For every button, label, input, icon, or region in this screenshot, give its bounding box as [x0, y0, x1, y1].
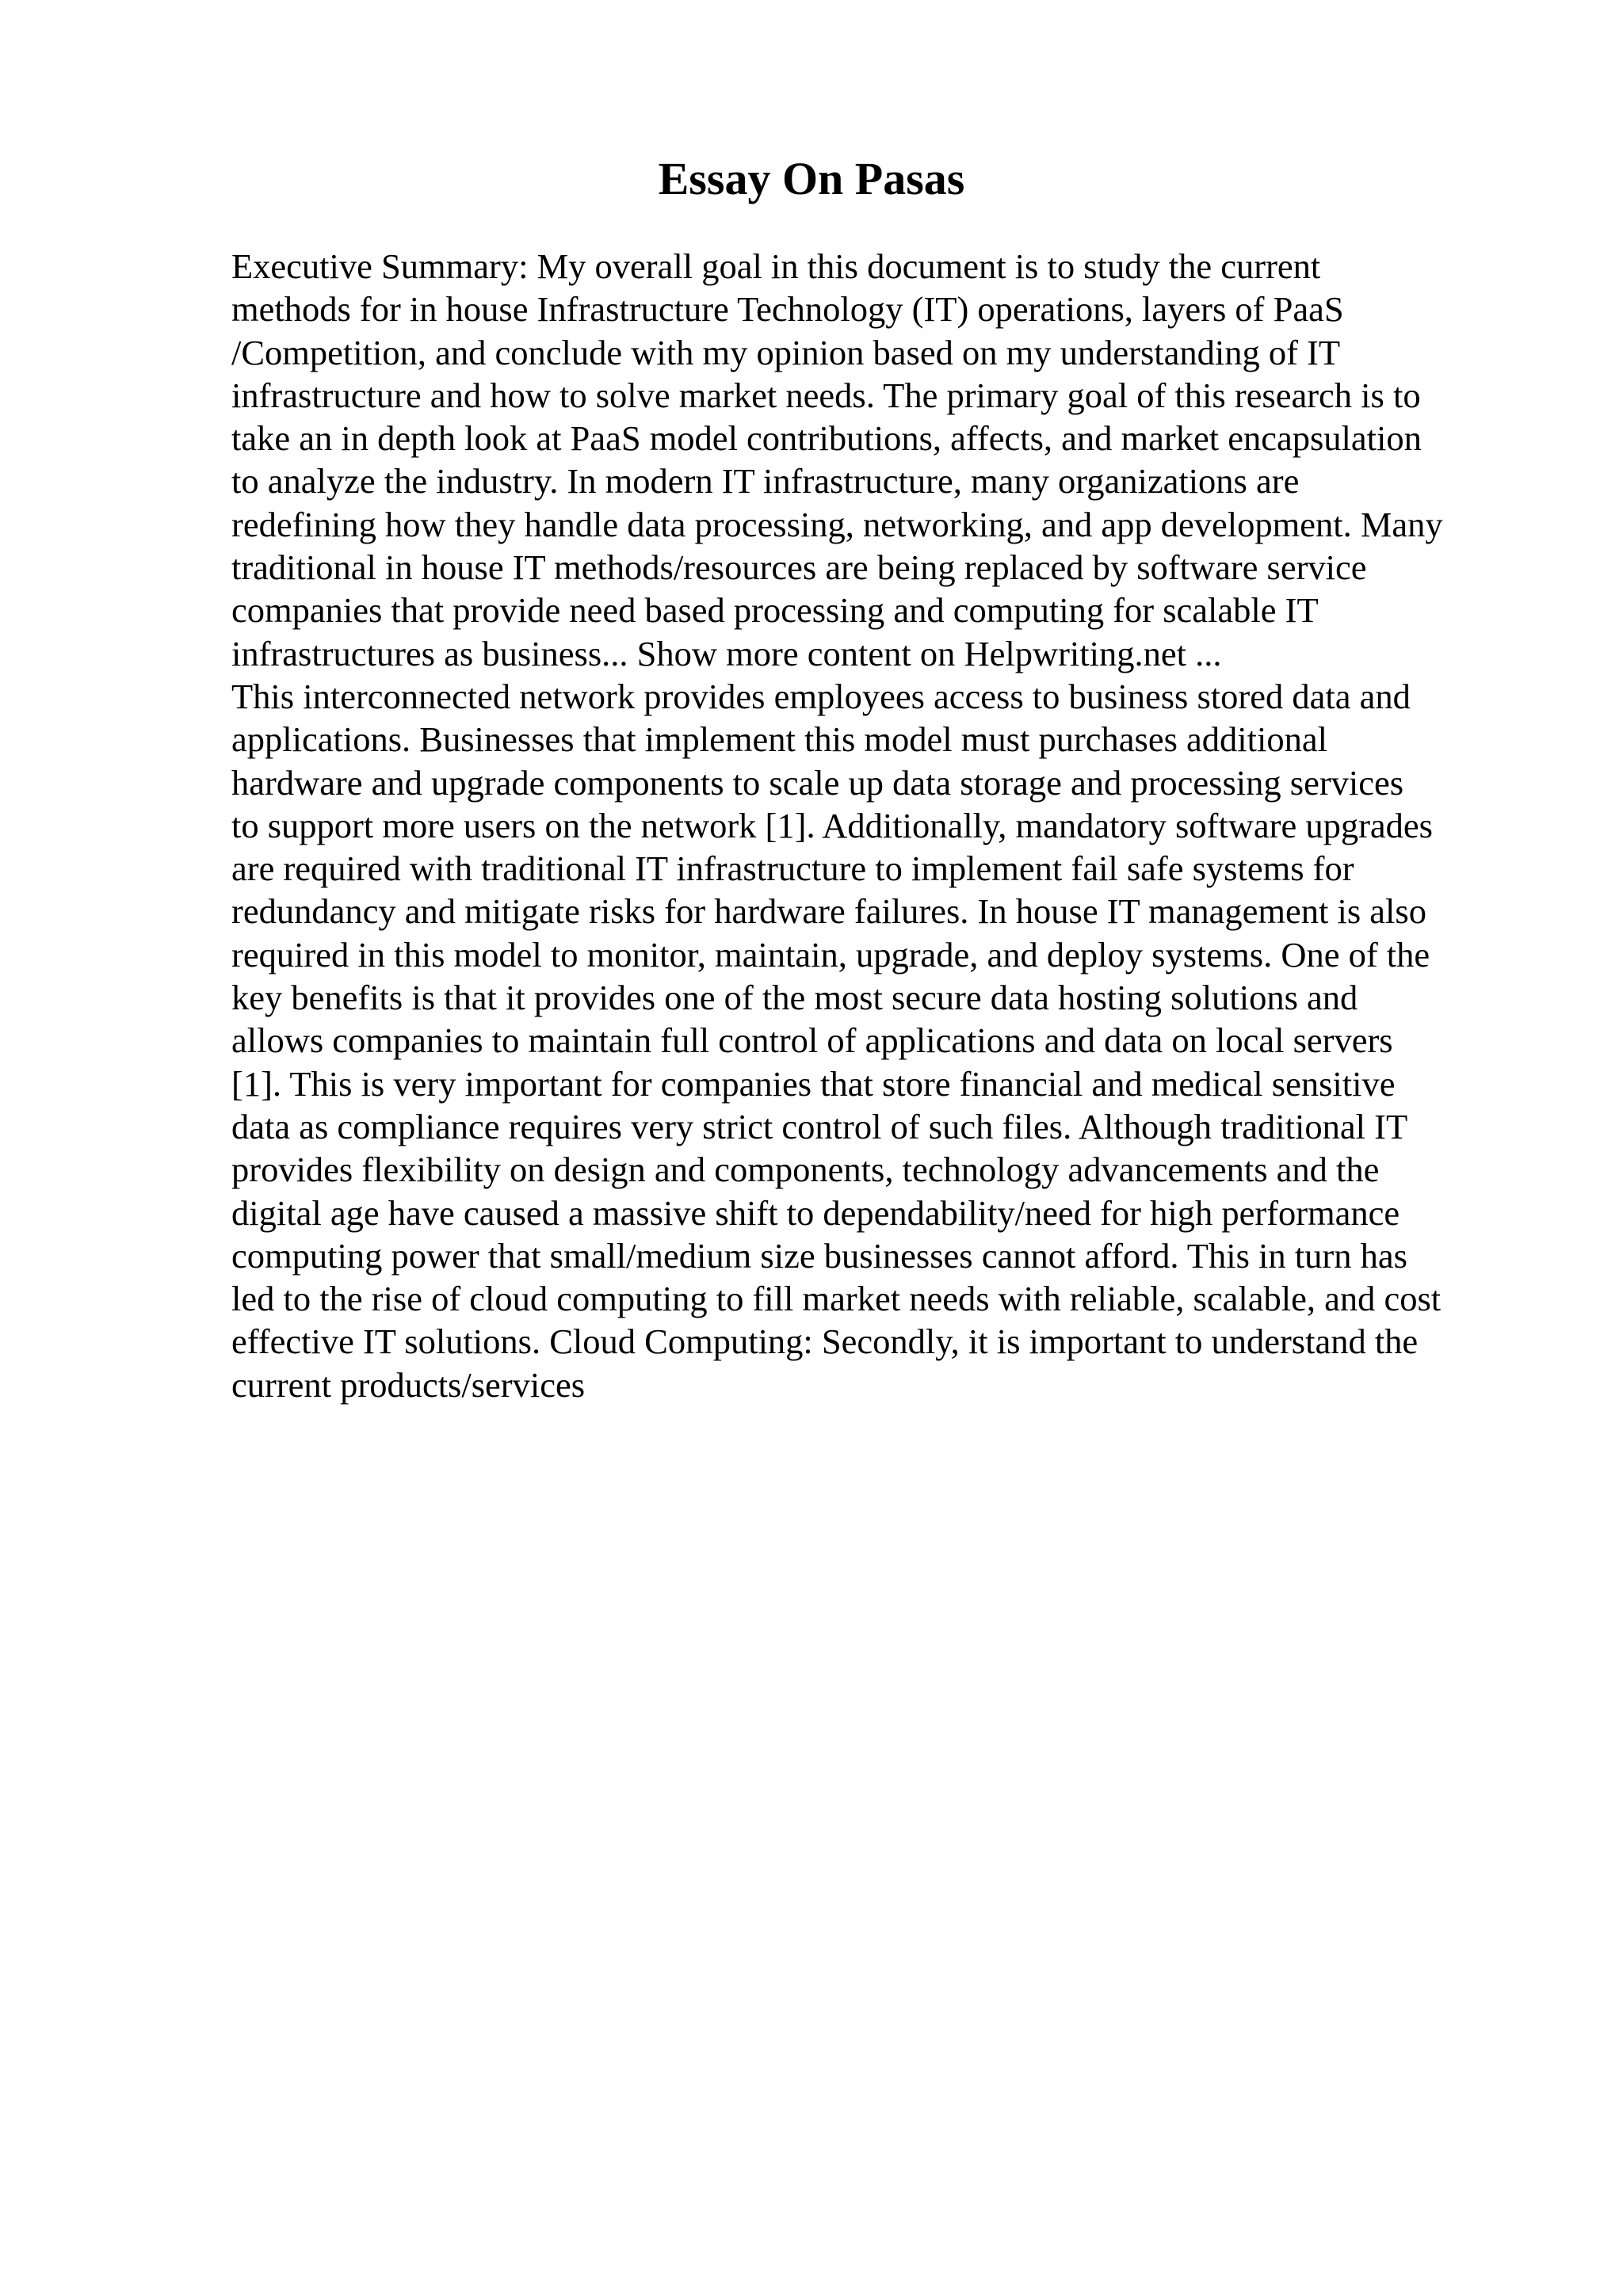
text-line: companies that provide need based processing and computing for scalable IT	[231, 590, 1319, 631]
text-line: traditional in house IT methods/resources are being replaced by software service	[231, 547, 1367, 588]
text-line: data as compliance requires very strict control of such files. Although traditional IT	[231, 1106, 1408, 1146]
text-line: take an in depth look at PaaS model contributions, affects, and market encapsulation	[231, 418, 1422, 459]
text-line: redundancy and mitigate risks for hardware failures. In house IT management is also	[231, 891, 1426, 932]
text-line: led to the rise of cloud computing to fill market needs with reliable, scalable, and cost	[231, 1279, 1442, 1319]
text-line: computing power that small/medium size businesses cannot afford. This in turn has	[231, 1235, 1407, 1276]
text-line: This interconnected network provides employees access to business stored data and	[231, 676, 1411, 716]
text-line: infrastructures as business... Show more content on Helpwriting.net ...	[231, 633, 1222, 673]
text-line: hardware and upgrade components to scale up data storage and processing services	[231, 762, 1404, 803]
text-line: applications. Businesses that implement this model must purchases additional	[231, 719, 1327, 760]
text-line: to support more users on the network [1]. Additionally, mandatory software upgrades	[231, 805, 1433, 845]
text-line: Executive Summary: My overall goal in this document is to study the current	[231, 246, 1321, 286]
text-line: /Competition, and conclude with my opinion based on my understanding of IT	[231, 332, 1341, 372]
body-text	[231, 245, 1515, 1406]
text-line: key benefits is that it provides one of the most secure data hosting solutions and	[231, 978, 1358, 1018]
text-line: digital age have caused a massive shift to dependability/need for high performance	[231, 1192, 1400, 1233]
text-line: effective IT solutions. Cloud Computing: Secondly, it is important to understand the	[231, 1322, 1419, 1362]
text-line: [1]. This is very important for companies that store financial and medical sensitive	[231, 1063, 1396, 1104]
text-line: infrastructure and how to solve market needs. The primary goal of this research is to	[231, 375, 1421, 415]
text-line: are required with traditional IT infrastructure to implement fail safe systems for	[231, 849, 1354, 889]
text-line: provides flexibility on design and components, technology advancements and the	[231, 1150, 1380, 1190]
page-title: Essay On Pasas	[658, 153, 965, 204]
text-line: to analyze the industry. In modern IT infrastructure, many organizations are	[231, 461, 1300, 502]
text-line: allows companies to maintain full control of applications and data on local servers	[231, 1020, 1393, 1061]
text-line: redefining how they handle data processing, networking, and app development. Many	[231, 504, 1443, 544]
text-line: current products/services	[231, 1364, 586, 1405]
text-line: methods for in house Infrastructure Technology (IT) operations, layers of PaaS	[231, 289, 1344, 330]
text-line: required in this model to monitor, maintain, upgrade, and deploy systems. One of the	[231, 934, 1430, 974]
